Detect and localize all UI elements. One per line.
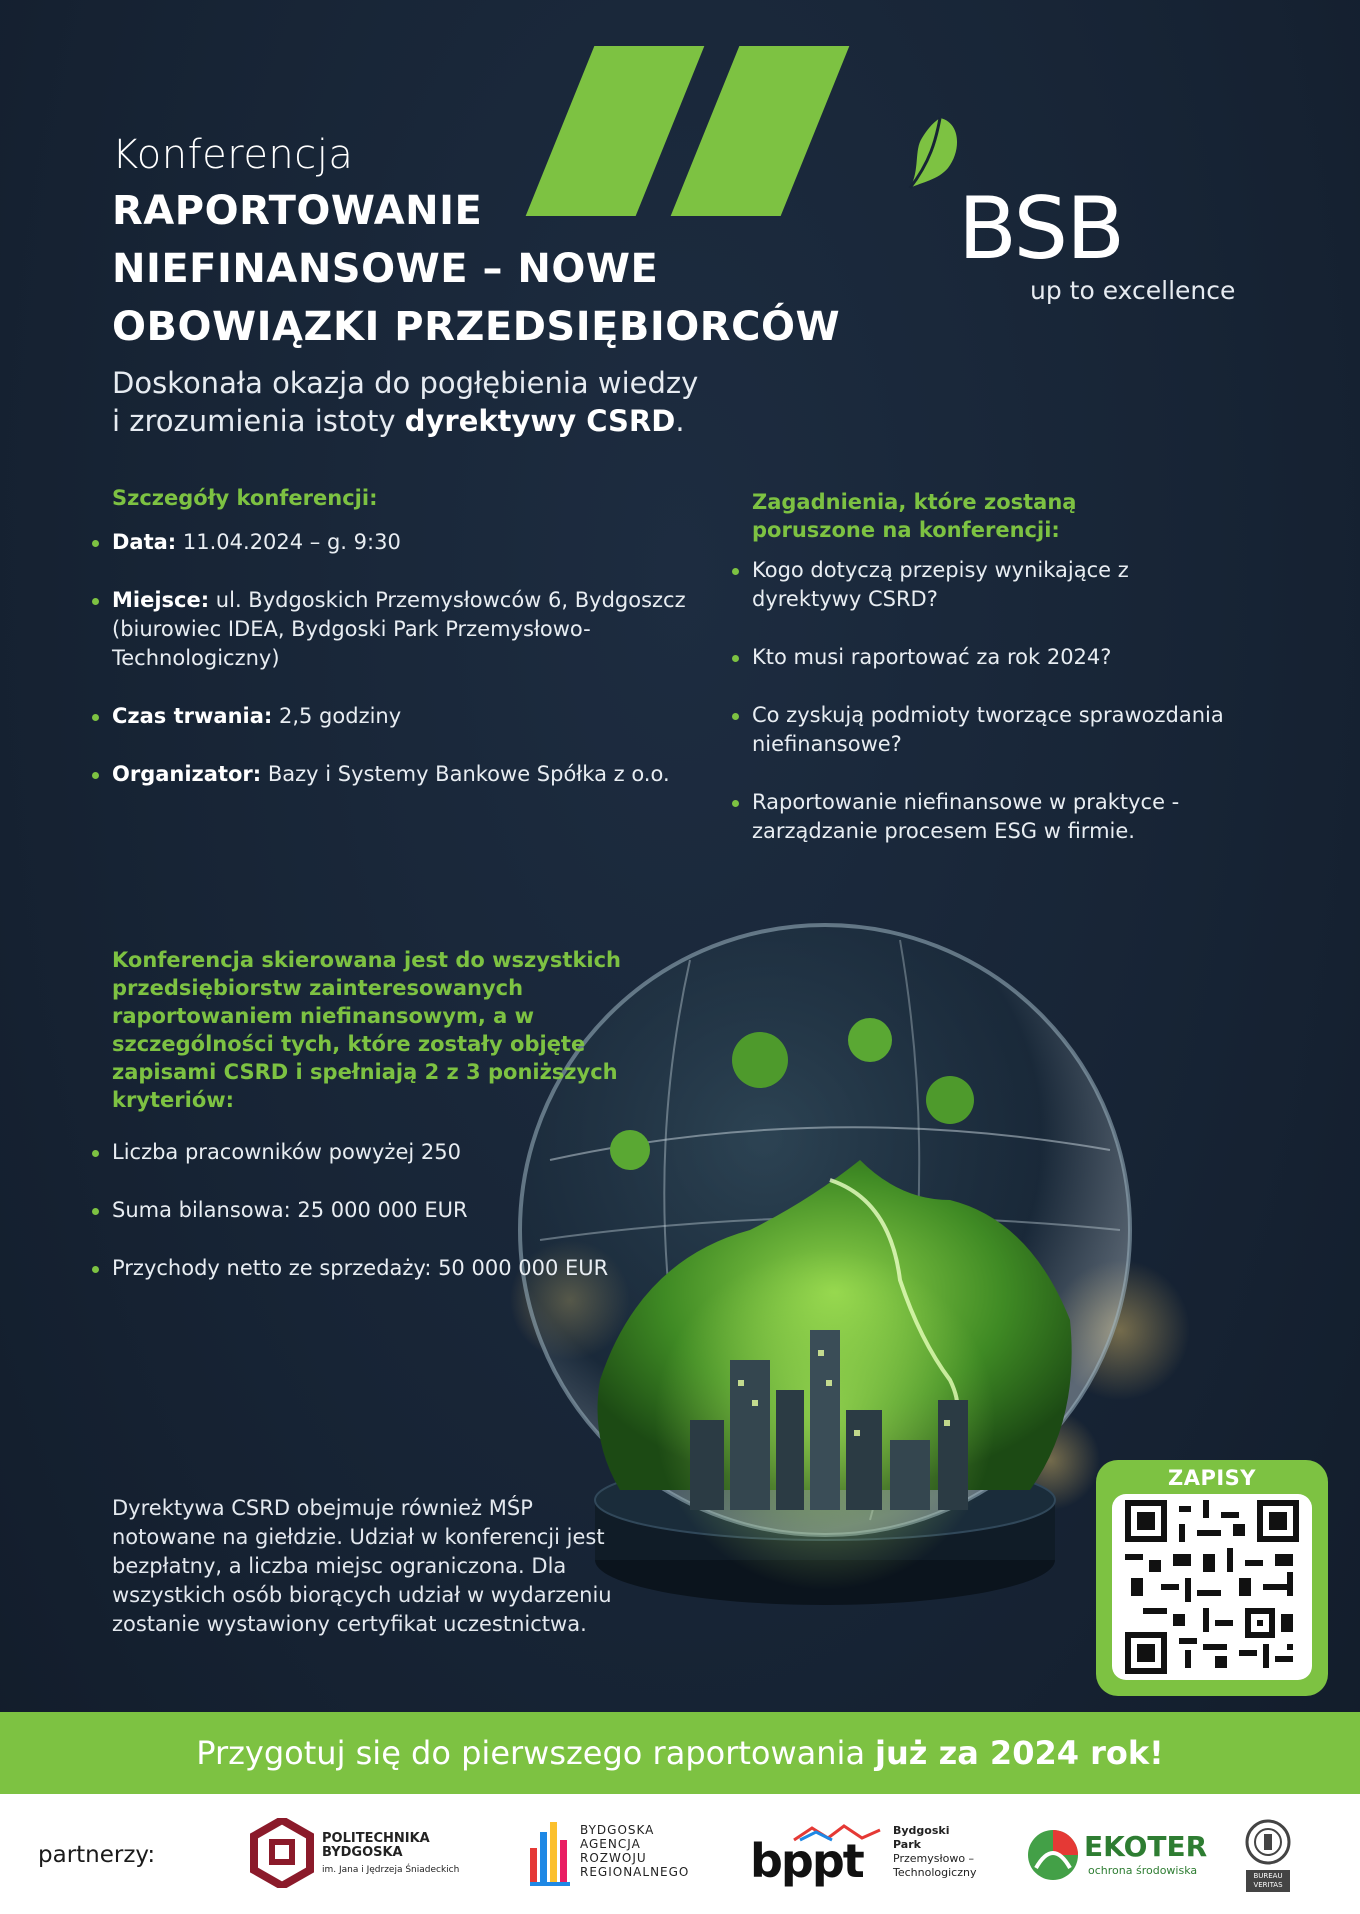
criteria-list	[112, 1138, 632, 1312]
topics-title: Zagadnienia, które zostaną poruszone na konferencji:	[752, 490, 1077, 542]
note-text: Dyrektywa CSRD obejmuje również MŚP notowane na giełdzie. Udział w konferencji jest bezpłatny, a liczba miejsc ograniczona. Dla wszystkich osób biorących udział w wydarzeniu zostanie wystawiony certyfikat uczestnictwa.	[112, 1496, 612, 1636]
criteria-item: Liczba pracowników powyżej 250	[112, 1138, 632, 1167]
partner-bppt-line1: Bydgoski	[893, 1824, 950, 1837]
partner-barr-line2: AGENCJA	[580, 1837, 641, 1851]
partner-barr-line3: ROZWOJU	[580, 1851, 647, 1865]
cta-banner	[0, 1712, 1360, 1794]
brand-logo: BSB	[958, 179, 1124, 279]
partner-politechnika-line1: POLITECHNIKA	[322, 1831, 430, 1846]
qr-code-icon[interactable]	[1122, 1500, 1302, 1674]
partner-barr-line1: BYDGOSKA	[580, 1823, 655, 1837]
details-item-place	[112, 586, 712, 673]
lead-line-1: Doskonała okazja do pogłębienia wiedzy	[112, 366, 699, 400]
banner-bold: już za 2024 rok!	[875, 1734, 1164, 1772]
detail-label: Organizator:	[112, 762, 262, 786]
ekoter-logo-icon	[1026, 1828, 1080, 1882]
partner-politechnika-line2: BYDGOSKA	[322, 1845, 403, 1860]
partner-bppt-line3: Przemysłowo –	[893, 1852, 975, 1865]
detail-value: 2,5 godziny	[272, 704, 402, 728]
detail-label: Czas trwania:	[112, 704, 273, 728]
details-item-duration	[112, 702, 712, 731]
details-item-organizer	[112, 760, 712, 789]
partner-bppt-mark: bppt	[750, 1834, 863, 1888]
details-list	[112, 528, 712, 818]
title-line-2: NIEFINANSOWE – NOWE	[112, 246, 659, 292]
target-title: Konferencja skierowana jest do wszystkich przedsiębiorstw zainteresowanych raportowaniem niefinansowym, a w szczególności tych, które zostały objęte zapisami CSRD i spełniają 2 z 3 poniższych kryteriów:	[112, 948, 622, 1112]
politechnika-logo-icon	[250, 1818, 314, 1888]
details-item-date	[112, 528, 712, 557]
partner-ekoter-tagline: ochrona środowiska	[1088, 1864, 1198, 1877]
kicker: Konferencja	[112, 132, 354, 178]
criteria-item: Przychody netto ze sprzedaży: 50 000 000 EUR	[112, 1254, 632, 1283]
partner-ekoter-name: EKOTER	[1084, 1830, 1208, 1863]
detail-label: Data:	[112, 530, 177, 554]
partner-bppt-line4: Technologiczny	[893, 1866, 977, 1879]
title-line-1: RAPORTOWANIE	[112, 188, 483, 234]
lead-line-2-bold: dyrektywy CSRD	[404, 404, 676, 438]
title-line-3: OBOWIĄZKI PRZEDSIĘBIORCÓW	[112, 304, 841, 350]
partners-label: partnerzy:	[38, 1842, 156, 1868]
partner-bureau-veritas-name: BUREAU VERITAS	[1253, 1872, 1283, 1889]
barr-logo-icon	[528, 1818, 574, 1890]
partner-bppt-line2: Park	[893, 1838, 921, 1851]
topics-list	[752, 556, 1232, 875]
page-title	[112, 182, 942, 356]
lead-line-2	[112, 402, 832, 440]
banner-text: Przygotuj się do pierwszego raportowania	[196, 1734, 866, 1772]
lead-line-2-start: i zrozumienia istoty	[112, 404, 405, 438]
brand-tagline: up to excellence	[1030, 276, 1236, 305]
topic-item: Kogo dotyczą przepisy wynikające z dyrektywy CSRD?	[752, 556, 1232, 614]
detail-value: 11.04.2024 – g. 9:30	[176, 530, 401, 554]
partner-politechnika-line3: im. Jana i Jędrzeja Śniadeckich	[322, 1865, 460, 1875]
detail-label: Miejsce:	[112, 588, 210, 612]
criteria-item: Suma bilansowa: 25 000 000 EUR	[112, 1196, 632, 1225]
details-title: Szczegóły konferencji:	[112, 486, 378, 510]
lead-text	[112, 364, 832, 440]
topic-item: Raportowanie niefinansowe w praktyce - zarządzanie procesem ESG w firmie.	[752, 788, 1232, 846]
topic-item: Kto musi raportować za rok 2024?	[752, 643, 1232, 672]
partner-barr-line4: REGIONALNEGO	[580, 1865, 690, 1879]
detail-value: Bazy i Systemy Bankowe Spółka z o.o.	[261, 762, 670, 786]
detail-value: ul. Bydgoskich Przemysłowców 6, Bydgoszcz (biurowiec IDEA, Bydgoski Park Przemysłowo-Technologiczny)	[112, 588, 686, 670]
lead-line-2-end: .	[675, 404, 685, 438]
registration-label[interactable]: ZAPISY	[1167, 1466, 1256, 1490]
topic-item: Co zyskują podmioty tworzące sprawozdania niefinansowe?	[752, 701, 1232, 759]
